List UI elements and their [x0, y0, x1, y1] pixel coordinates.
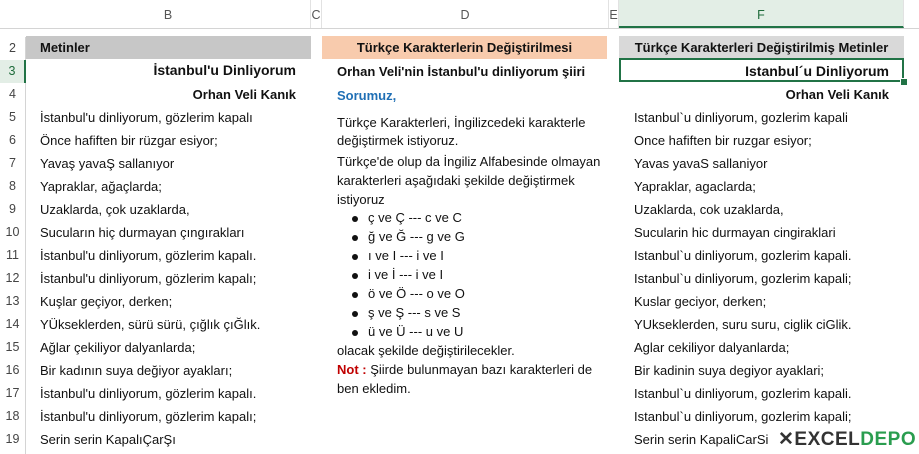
- poem-line-converted[interactable]: Istanbul`u dinliyorum, gozlerim kapali.: [634, 386, 852, 401]
- row-header[interactable]: 5: [0, 106, 26, 129]
- poem-line-converted[interactable]: Yavas yavaS sallaniyor: [634, 156, 768, 171]
- row-header[interactable]: 6: [0, 129, 26, 152]
- active-cell-selection[interactable]: [619, 58, 904, 82]
- poem-line-converted[interactable]: Istanbul`u dinliyorum, gozlerim kapali;: [634, 271, 852, 286]
- description-line[interactable]: Türkçe'de olup da İngiliz Alfabesinde olmayan: [337, 154, 601, 169]
- poem-line-converted[interactable]: Kuslar geciyor, derken;: [634, 294, 767, 309]
- closing-text[interactable]: olacak şekilde değiştirilecekler.: [337, 343, 515, 358]
- header-b-label: Metinler: [40, 40, 90, 55]
- exceldepo-logo: [778, 428, 916, 451]
- bullet-icon: [352, 254, 358, 260]
- poem-line-original[interactable]: İstanbul'u dinliyorum, gözlerim kapalı: [40, 110, 253, 125]
- poem-line-converted[interactable]: Istanbul`u dinliyorum, gozlerim kapali: [634, 110, 848, 125]
- fill-handle[interactable]: [900, 78, 908, 86]
- row-header[interactable]: 14: [0, 313, 26, 336]
- poem-title-original[interactable]: İstanbul'u Dinliyorum: [153, 62, 296, 78]
- poem-line-original[interactable]: İstanbul'u dinliyorum, gözlerim kapalı;: [40, 409, 257, 424]
- mapping-bullet[interactable]: [352, 229, 465, 244]
- mapping-bullet[interactable]: [352, 267, 443, 282]
- note-line[interactable]: [337, 362, 592, 377]
- header-d-cell[interactable]: [322, 36, 607, 59]
- poem-line-original[interactable]: YÜkseklerden, sürü sürü, çığlık çıĞlık.: [40, 317, 261, 332]
- row-header[interactable]: 19: [0, 428, 26, 454]
- poem-line-original[interactable]: Önce hafiften bir rüzgar esiyor;: [40, 133, 218, 148]
- bullet-icon: [352, 292, 358, 298]
- row-header[interactable]: 8: [0, 175, 26, 198]
- poem-line-original[interactable]: Yavaş yavaŞ sallanıyor: [40, 156, 175, 171]
- bullet-icon: [352, 330, 358, 336]
- mapping-bullet[interactable]: [352, 248, 444, 263]
- mapping-text: ç ve Ç --- c ve C: [368, 210, 462, 225]
- note-label: Not :: [337, 362, 367, 377]
- poem-line-converted[interactable]: YUkseklerden, suru suru, ciglik ciGlik.: [634, 317, 852, 332]
- note-text: Şiirde bulunmayan bazı karakterleri de: [366, 362, 593, 377]
- poem-author-converted[interactable]: Orhan Veli Kanık: [785, 87, 889, 102]
- mapping-text: i ve İ --- i ve I: [368, 267, 444, 282]
- poem-line-converted[interactable]: Aglar cekiliyor dalyanlarda;: [634, 340, 790, 355]
- row-header[interactable]: 11: [0, 244, 26, 267]
- column-header-d[interactable]: D: [322, 0, 609, 28]
- poem-line-original[interactable]: Kuşlar geçiyor, derken;: [40, 294, 173, 309]
- mapping-bullet[interactable]: [352, 305, 460, 320]
- bullet-icon: [352, 273, 358, 279]
- poem-line-converted[interactable]: Istanbul`u dinliyorum, gozlerim kapali.: [634, 248, 852, 263]
- bullet-icon: [352, 311, 358, 317]
- header-d-label: Türkçe Karakterlerin Değiştirilmesi: [356, 40, 573, 55]
- column-header-e[interactable]: E: [609, 0, 619, 28]
- header-f-cell[interactable]: [619, 36, 904, 59]
- poem-line-original[interactable]: İstanbul'u dinliyorum, gözlerim kapalı;: [40, 271, 257, 286]
- description-line[interactable]: istiyoruz: [337, 192, 385, 207]
- mapping-bullet[interactable]: [352, 210, 462, 225]
- poem-line-converted[interactable]: Uzaklarda, cok uzaklarda,: [634, 202, 784, 217]
- poem-author-original[interactable]: Orhan Veli Kanık: [192, 87, 296, 102]
- mapping-bullet[interactable]: [352, 286, 465, 301]
- logo-x-icon: ✕: [778, 429, 795, 450]
- description-line[interactable]: değiştirmek istiyoruz.: [337, 133, 459, 148]
- poem-line-converted[interactable]: Sucularin hic durmayan cingiraklari: [634, 225, 836, 240]
- row-header[interactable]: 15: [0, 336, 26, 359]
- row-header[interactable]: 2: [0, 37, 26, 60]
- mapping-text: ü ve Ü --- u ve U: [368, 324, 464, 339]
- row-header[interactable]: 10: [0, 221, 26, 244]
- poem-line-original[interactable]: Yapraklar, ağaçlarda;: [40, 179, 162, 194]
- poem-line-original[interactable]: İstanbul'u dinliyorum, gözlerim kapalı.: [40, 248, 257, 263]
- column-header-c[interactable]: C: [311, 0, 322, 28]
- column-header-b[interactable]: B: [26, 0, 311, 28]
- poem-line-original[interactable]: İstanbul'u dinliyorum, gözlerim kapalı.: [40, 386, 257, 401]
- row-header[interactable]: 4: [0, 83, 26, 106]
- mapping-text: ş ve Ş --- s ve S: [368, 305, 461, 320]
- poem-line-converted[interactable]: Serin serin KapaliCarSi: [634, 432, 769, 447]
- row-header[interactable]: 16: [0, 359, 26, 382]
- mapping-text: ğ ve Ğ --- g ve G: [368, 229, 465, 244]
- note-line-2[interactable]: ben ekledim.: [337, 381, 411, 396]
- row-header[interactable]: 3: [0, 60, 26, 83]
- mapping-text: ı ve I --- i ve I: [368, 248, 444, 263]
- intro-text[interactable]: Orhan Veli'nin İstanbul'u dinliyorum şiiri: [337, 64, 586, 79]
- column-header-f[interactable]: F: [619, 0, 904, 28]
- header-b-cell[interactable]: [26, 36, 311, 59]
- poem-line-converted[interactable]: Bir kadinin suya degiyor ayaklari;: [634, 363, 825, 378]
- row-header[interactable]: 12: [0, 267, 26, 290]
- poem-line-converted[interactable]: Once hafiften bir ruzgar esiyor;: [634, 133, 812, 148]
- poem-line-original[interactable]: Bir kadının suya değiyor ayakları;: [40, 363, 233, 378]
- poem-title-converted[interactable]: Istanbul´u Dinliyorum: [745, 63, 889, 79]
- mapping-text: ö ve Ö --- o ve O: [368, 286, 465, 301]
- row-header[interactable]: 9: [0, 198, 26, 221]
- poem-line-converted[interactable]: Yapraklar, agaclarda;: [634, 179, 756, 194]
- bullet-icon: [352, 235, 358, 241]
- row-header[interactable]: 13: [0, 290, 26, 313]
- description-line[interactable]: Türkçe Karakterleri, İngilizcedeki karakterle: [337, 115, 586, 130]
- poem-line-converted[interactable]: Istanbul`u dinliyorum, gozlerim kapali;: [634, 409, 852, 424]
- bullet-icon: [352, 216, 358, 222]
- poem-line-original[interactable]: Ağlar çekiliyor dalyanlarda;: [40, 340, 196, 355]
- logo-excel-text: EXCEL: [794, 429, 861, 450]
- question-label[interactable]: Sorumuz,: [337, 88, 397, 103]
- row-header[interactable]: 7: [0, 152, 26, 175]
- row-header[interactable]: 18: [0, 405, 26, 428]
- mapping-bullet[interactable]: [352, 324, 463, 339]
- poem-line-original[interactable]: Uzaklarda, çok uzaklarda,: [40, 202, 190, 217]
- poem-line-original[interactable]: Serin serin KapalıÇarŞı: [40, 432, 176, 447]
- row-header[interactable]: 17: [0, 382, 26, 405]
- description-line[interactable]: karakterleri aşağıdaki şekilde değiştirmek: [337, 173, 575, 188]
- header-f-label: Türkçe Karakterleri Değiştirilmiş Metinler: [634, 40, 889, 55]
- column-header-bar: [0, 0, 919, 29]
- poem-line-original[interactable]: Sucuların hiç durmayan çıngırakları: [40, 225, 245, 240]
- logo-depo-text: DEPO: [860, 429, 917, 450]
